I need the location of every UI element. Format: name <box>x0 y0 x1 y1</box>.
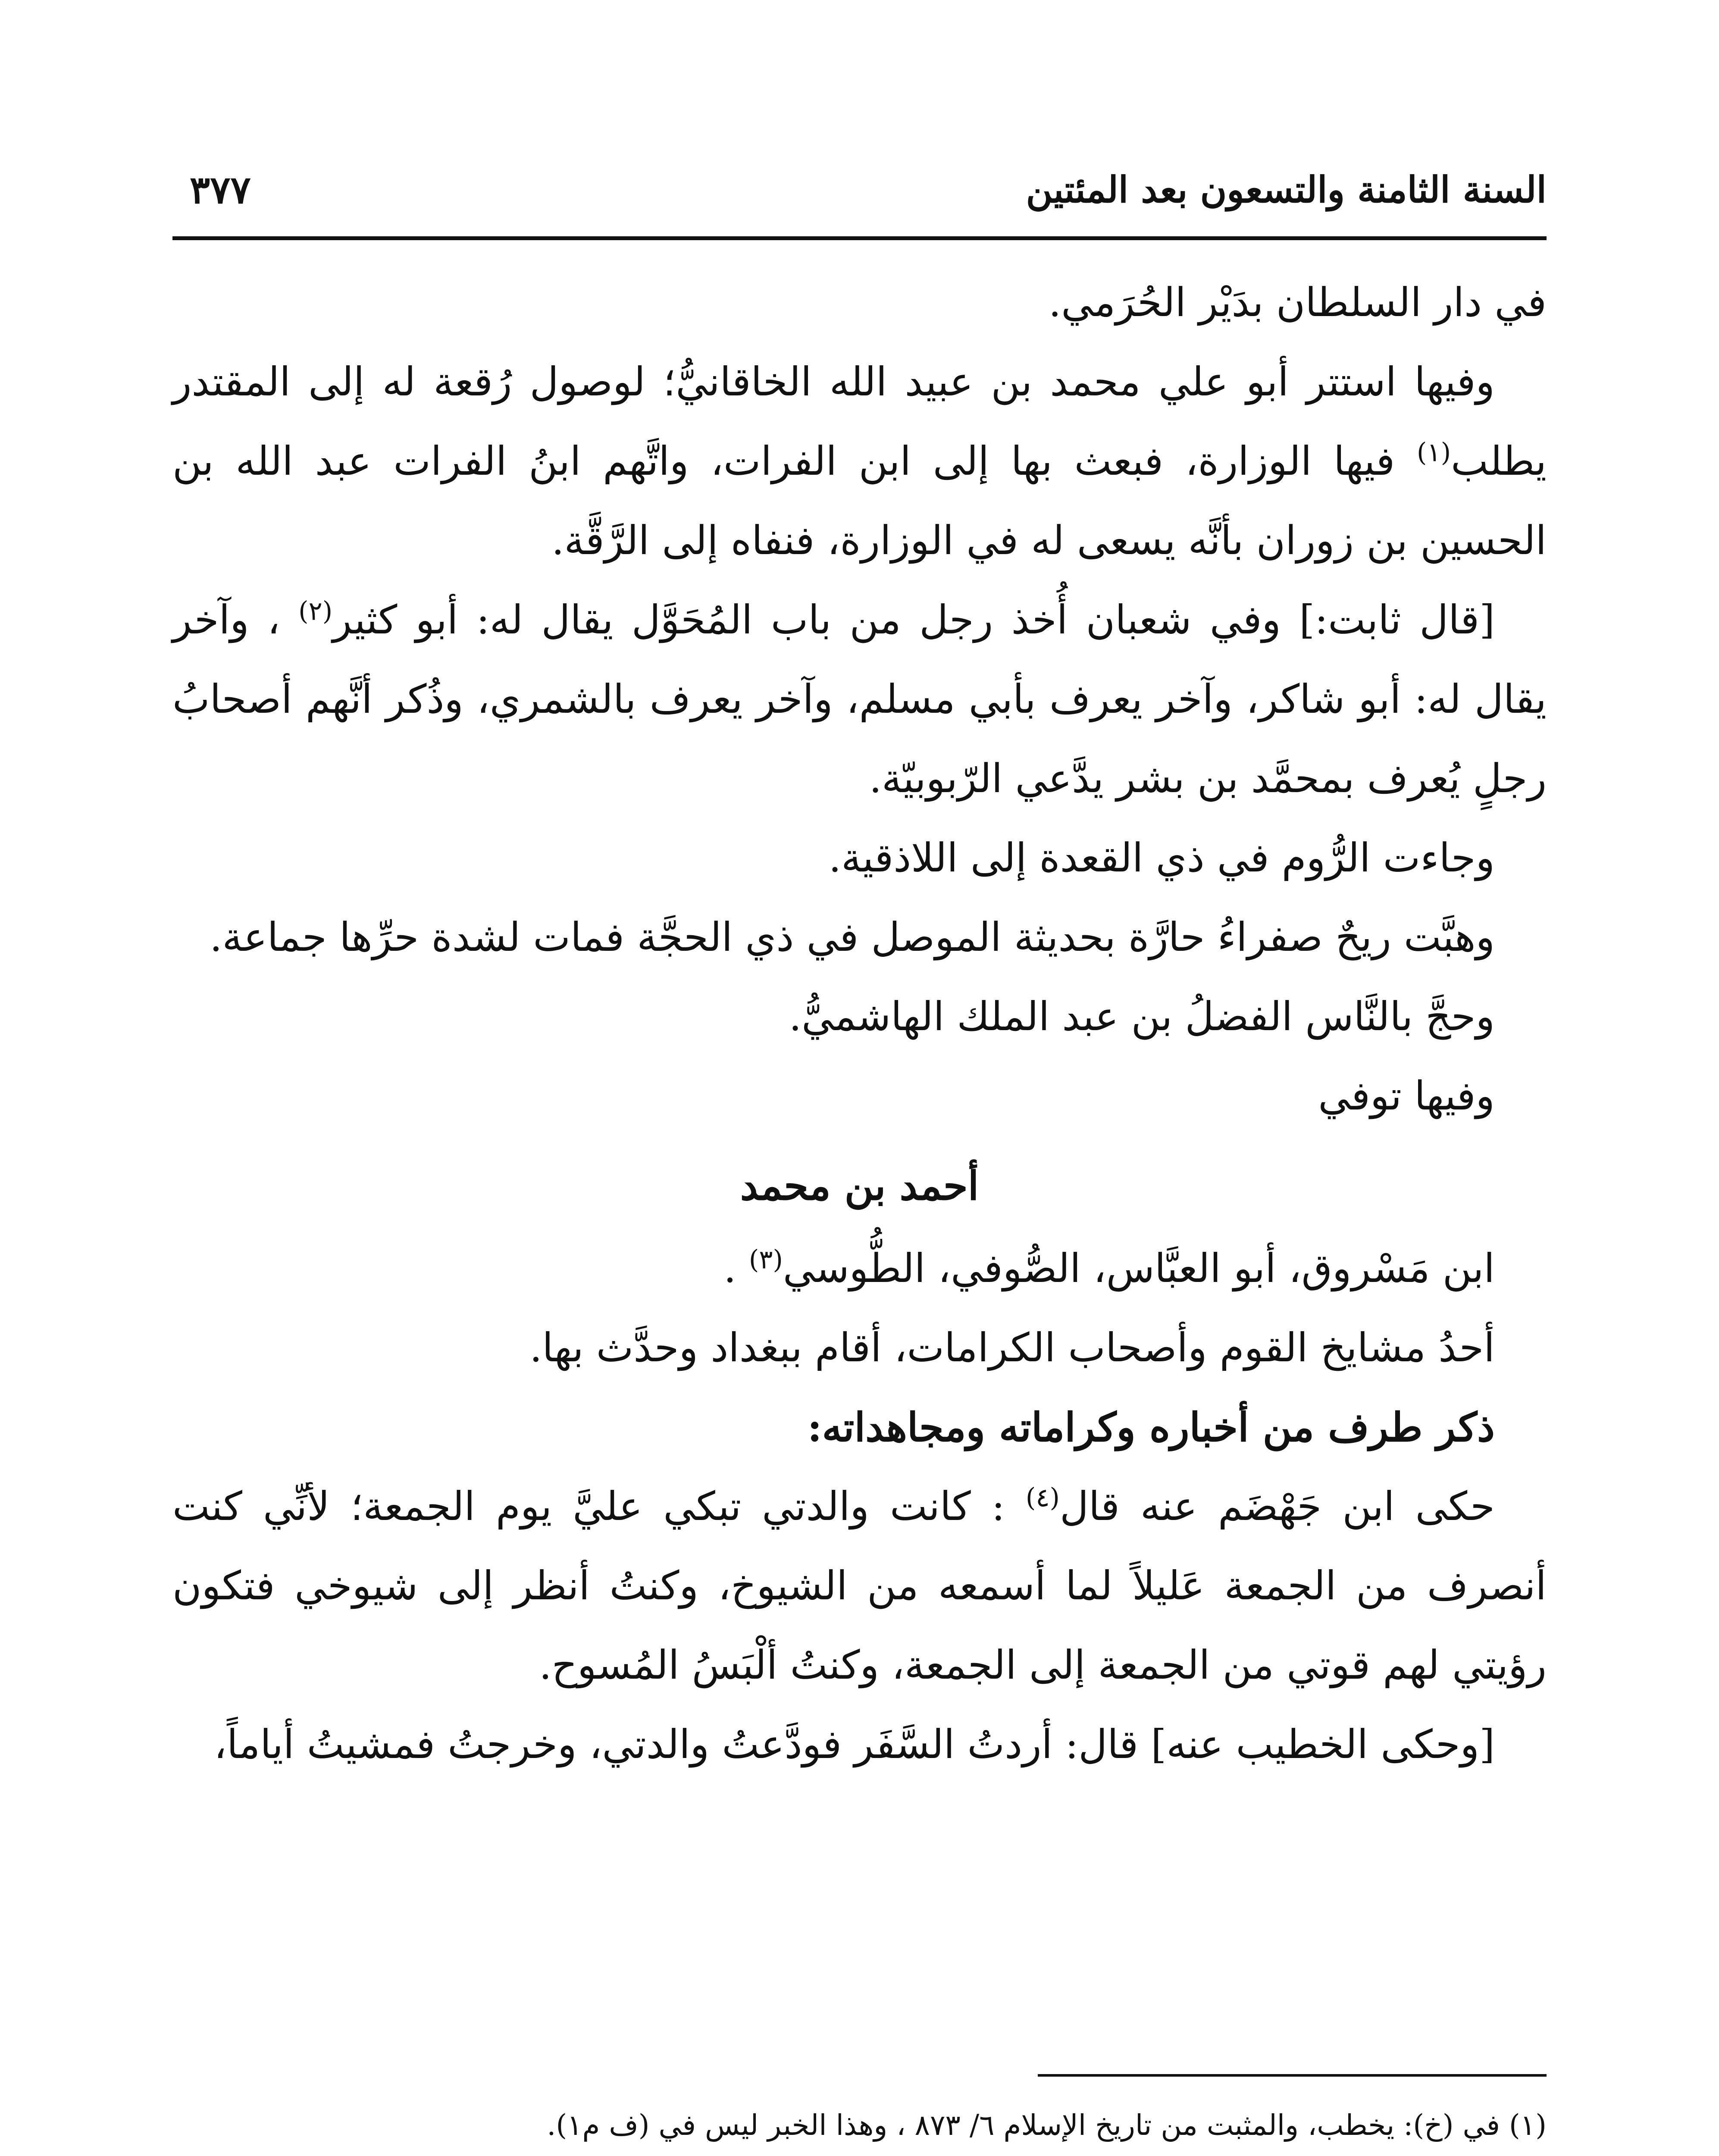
paragraph <box>172 1705 1547 1784</box>
subheading-text: ذكر طرف من أخباره وكراماته ومجاهداته: <box>807 1404 1495 1451</box>
paragraph <box>172 342 1547 580</box>
paragraph-text: [وحكى الخطيب عنه] قال: أردتُ السَّفَر فودَّعتُ والدتي، وخرجتُ فمشيتُ أياماً، <box>214 1721 1495 1767</box>
paragraph-text: : كانت والدتي تبكي عليَّ يوم الجمعة؛ لأنِّي كنت أنصرف من الجمعة عَليلاً لما أسمعه من الشيوخ، وكنتُ أنظر إلى شيوخي فتكون رؤيتي لهم قوتي من الجمعة إلى الجمعة، وكنتُ ألْبَسُ المُسوح. <box>172 1483 1547 1688</box>
paragraph <box>172 1229 1547 1308</box>
footnote-ref-3: (٣) <box>748 1244 783 1275</box>
paragraph-text: وحجَّ بالنَّاس الفضلُ بن عبد الملك الهاشميُّ. <box>789 993 1495 1040</box>
paragraph <box>172 818 1547 898</box>
page-number: ٣٧٧ <box>190 167 251 212</box>
paragraph <box>172 263 1547 342</box>
paragraph-text: وفيها استتر أبو علي محمد بن عبيد الله الخاقانيُّ؛ لوصول رُقعة له إلى المقتدر يطلب <box>172 359 1547 484</box>
paragraph-text: ابن مَسْروق، أبو العبَّاس، الصُّوفي، الطُّوسي <box>783 1245 1495 1291</box>
header-rule <box>172 236 1547 240</box>
paragraph-text: ، وآخر يقال له: أبو شاكر، وآخر يعرف بأبي مسلم، وآخر يعرف بالشمري، وذُكر أنَّهم أصحابُ رجلٍ يُعرف بمحمَّد بن بشر يدَّعي الرّبوبيّة. <box>172 597 1547 802</box>
paragraph <box>172 580 1547 818</box>
footnote-ref-4: (٤) <box>1025 1482 1060 1513</box>
biography-heading: أحمد بن محمد <box>740 1163 979 1209</box>
running-head: السنة الثامنة والتسعون بعد المئتين <box>1026 168 1547 211</box>
paragraph-text: في دار السلطان بدَيْر الحُرَمي. <box>1049 279 1547 326</box>
footnote-ref-1: (١) <box>1417 437 1451 468</box>
footnotes <box>172 2096 1547 2156</box>
section-subheading <box>172 1388 1547 1467</box>
footnote-1: (١) في (خ): يخطب، والمثبت من تاريخ الإسلام ٦/ ٨٧٣ ، وهذا الخبر ليس في (ف م١). <box>547 2109 1547 2142</box>
paragraph-text: وفيها توفي <box>1318 1073 1495 1119</box>
paragraph-text: أحدُ مشايخ القوم وأصحاب الكرامات، أقام ببغداد وحدَّث بها. <box>529 1325 1495 1371</box>
paragraph-text: حكى ابن جَهْضَم عنه قال <box>1059 1483 1495 1529</box>
footnote-ref-2: (٢) <box>298 596 333 627</box>
page-header <box>172 160 1547 220</box>
paragraph-text: فيها الوزارة، فبعث بها إلى ابن الفرات، واتَّهم ابنُ الفرات عبد الله بن الحسين بن زوران بأنَّه يسعى له في الوزارة، فنفاه إلى الرَّقَّة. <box>172 438 1547 564</box>
paragraph-text: . <box>723 1245 749 1291</box>
paragraph <box>172 1056 1547 1136</box>
paragraph <box>172 977 1547 1056</box>
paragraph-text: وجاءت الرُّوم في ذي القعدة إلى اللاذقية. <box>828 835 1495 881</box>
main-text <box>172 263 1547 1784</box>
paragraph <box>172 1467 1547 1705</box>
paragraph <box>172 1308 1547 1388</box>
paragraph-text: [قال ثابت:] وفي شعبان أُخذ رجل من باب المُحَوَّل يقال له: أبو كثير <box>332 597 1495 643</box>
footnote-rule <box>1038 2074 1547 2077</box>
paragraph <box>172 898 1547 977</box>
paragraph-text: وهبَّت ريحٌ صفراءُ حارَّة بحديثة الموصل في ذي الحجَّة فمات لشدة حرِّها جماعة. <box>210 914 1495 960</box>
